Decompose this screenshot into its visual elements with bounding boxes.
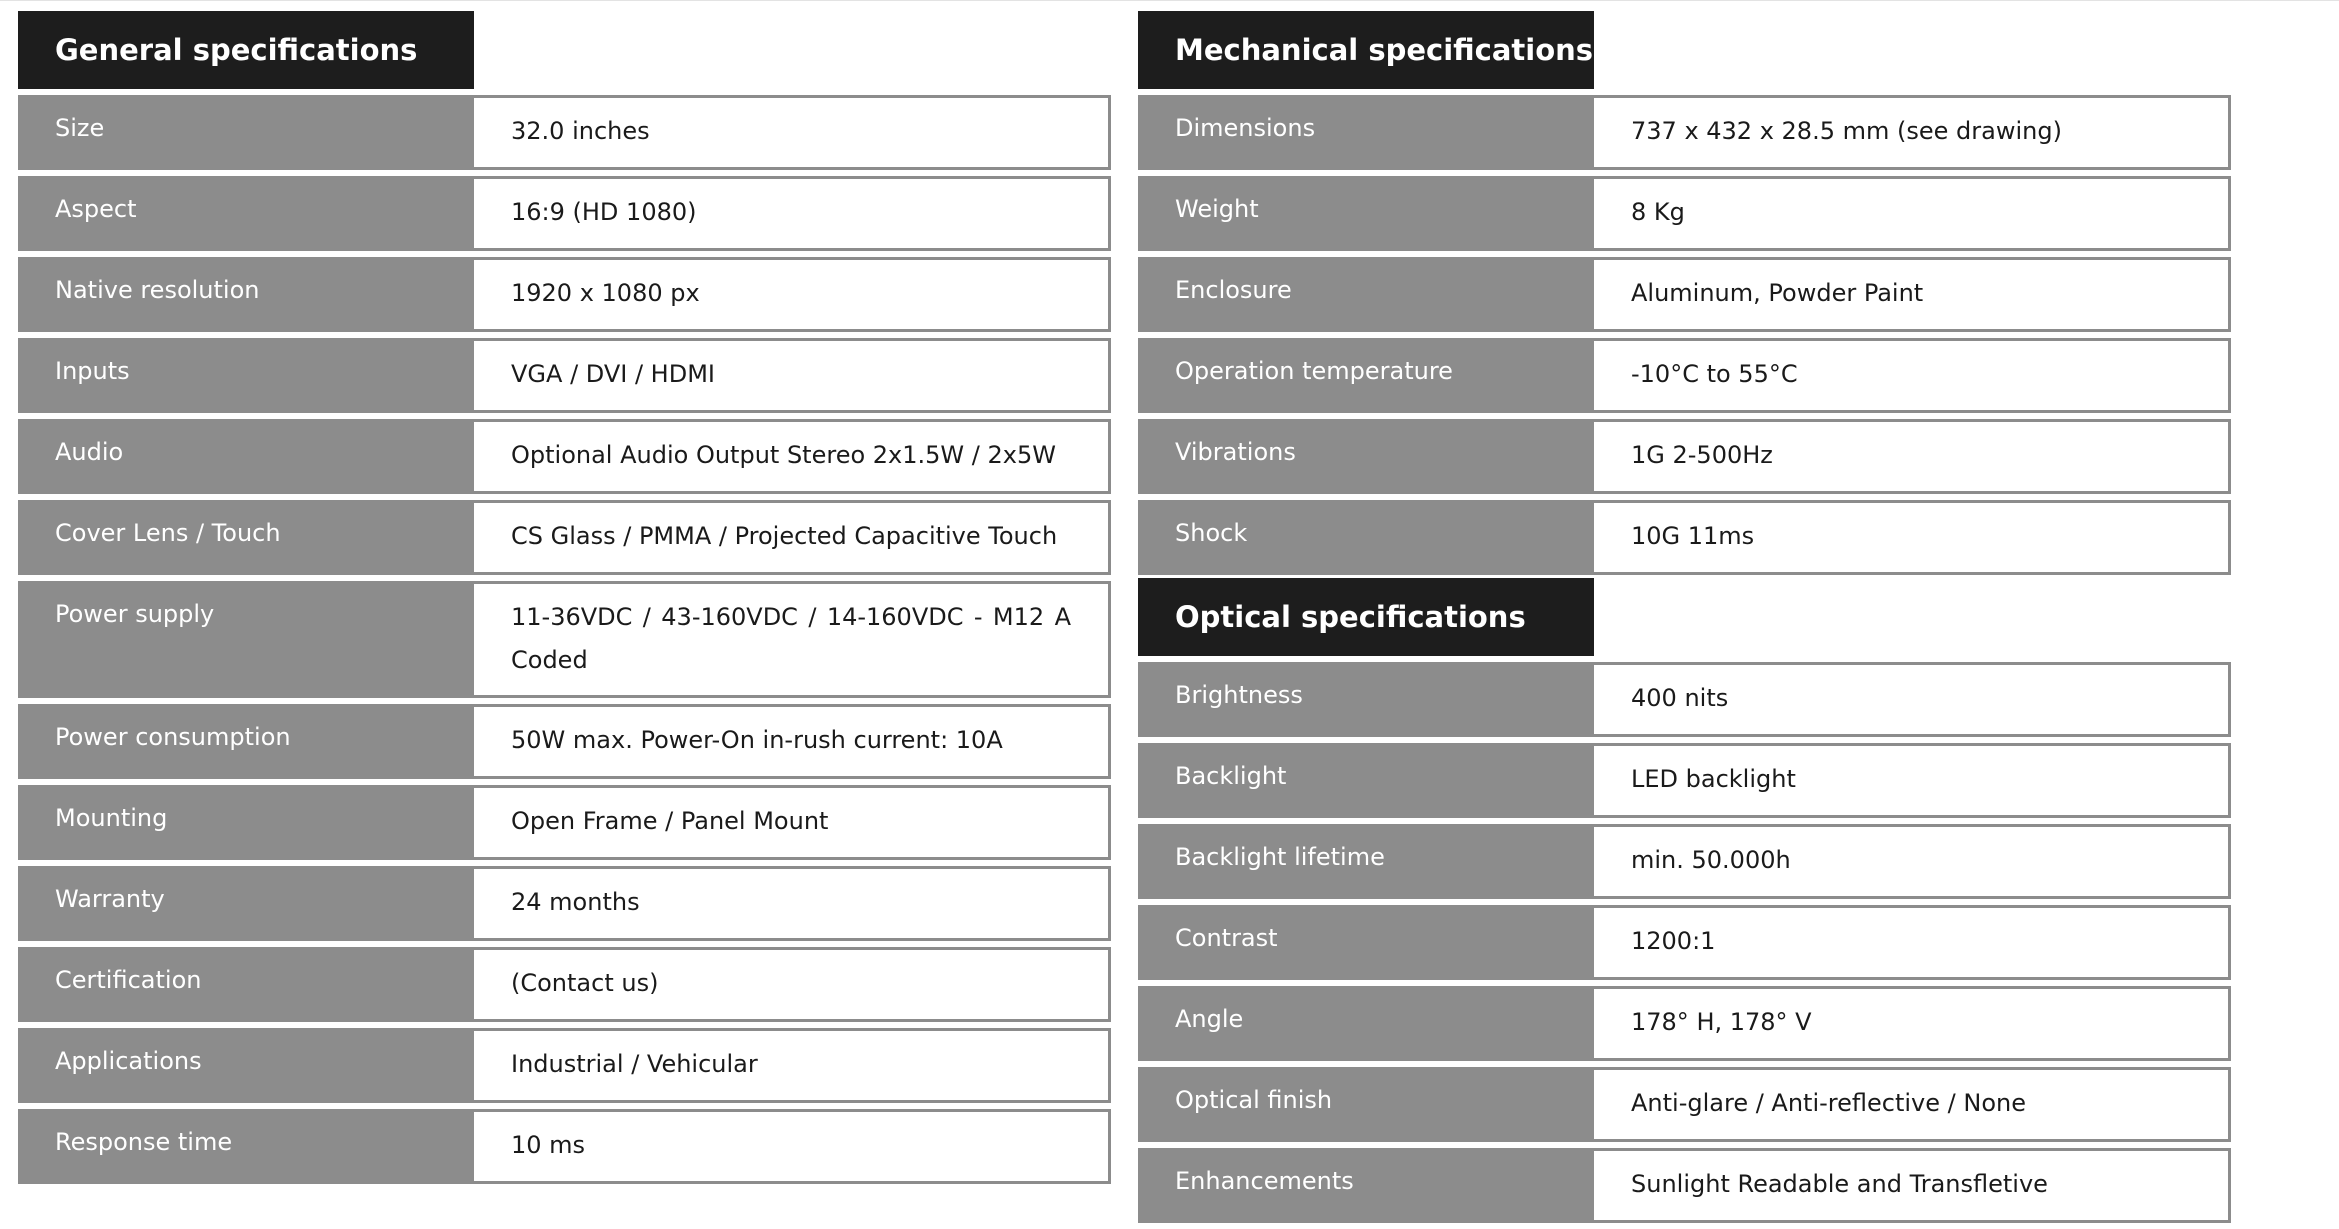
- spec-row-applications: [18, 1028, 1111, 1103]
- spec-key: Operation temperature: [1138, 338, 1594, 413]
- spec-row-backlight-lifetime: [1138, 824, 2231, 899]
- spec-row-power-consumption: [18, 704, 1111, 779]
- spec-value: Aluminum, Powder Paint: [1594, 257, 2231, 332]
- spec-value: 11-36VDC / 43-160VDC / 14-160VDC - M12 A Coded: [474, 581, 1111, 698]
- mechanical-specifications-table: [1138, 5, 2231, 581]
- spec-row-audio: [18, 419, 1111, 494]
- spec-key: Backlight lifetime: [1138, 824, 1594, 899]
- spec-value: 1920 x 1080 px: [474, 257, 1111, 332]
- spec-value: Open Frame / Panel Mount: [474, 785, 1111, 860]
- general-specifications-table: [18, 5, 1111, 1190]
- spec-key: Enhancements: [1138, 1148, 1594, 1223]
- spec-row-response-time: [18, 1109, 1111, 1184]
- spec-row-backlight: [1138, 743, 2231, 818]
- spec-row-contrast: [1138, 905, 2231, 980]
- spec-key: Warranty: [18, 866, 474, 941]
- spec-value: min. 50.000h: [1594, 824, 2231, 899]
- spec-key: Angle: [1138, 986, 1594, 1061]
- spec-value: 400 nits: [1594, 662, 2231, 737]
- spec-row-operation-temperature: [1138, 338, 2231, 413]
- spec-row-enhancements: [1138, 1148, 2231, 1223]
- spec-row-optical-finish: [1138, 1067, 2231, 1142]
- general-specifications-header-row: [18, 11, 1111, 89]
- spec-key: Power consumption: [18, 704, 474, 779]
- spec-row-size: [18, 95, 1111, 170]
- spec-key: Aspect: [18, 176, 474, 251]
- spec-key: Native resolution: [18, 257, 474, 332]
- spec-value: (Contact us): [474, 947, 1111, 1022]
- optical-specifications-title: Optical specifications: [1138, 578, 1594, 656]
- spec-row-shock: [1138, 500, 2231, 575]
- spec-key: Dimensions: [1138, 95, 1594, 170]
- spec-key: Cover Lens / Touch: [18, 500, 474, 575]
- spec-key: Size: [18, 95, 474, 170]
- spec-row-warranty: [18, 866, 1111, 941]
- spec-value: 16:9 (HD 1080): [474, 176, 1111, 251]
- mechanical-specifications-title: Mechanical specifications: [1138, 11, 1594, 89]
- general-specifications-title: General specifications: [18, 11, 474, 89]
- spec-key: Weight: [1138, 176, 1594, 251]
- spec-value: Optional Audio Output Stereo 2x1.5W / 2x5W: [474, 419, 1111, 494]
- spec-key: Power supply: [18, 581, 474, 698]
- spec-row-inputs: [18, 338, 1111, 413]
- spec-row-power-supply: [18, 581, 1111, 698]
- spec-row-cover-lens-touch: [18, 500, 1111, 575]
- spec-row-native-resolution: [18, 257, 1111, 332]
- spec-value: 1200:1: [1594, 905, 2231, 980]
- spec-value: 178° H, 178° V: [1594, 986, 2231, 1061]
- spec-row-dimensions: [1138, 95, 2231, 170]
- spec-value: 737 x 432 x 28.5 mm (see drawing): [1594, 95, 2231, 170]
- spec-value: 1G 2-500Hz: [1594, 419, 2231, 494]
- spec-key: Response time: [18, 1109, 474, 1184]
- spec-value: -10°C to 55°C: [1594, 338, 2231, 413]
- spec-row-certification: [18, 947, 1111, 1022]
- spec-row-weight: [1138, 176, 2231, 251]
- spec-row-aspect: [18, 176, 1111, 251]
- spec-key: Certification: [18, 947, 474, 1022]
- spec-value: 10G 11ms: [1594, 500, 2231, 575]
- spec-key: Shock: [1138, 500, 1594, 575]
- spec-value: 50W max. Power-On in-rush current: 10A: [474, 704, 1111, 779]
- spec-key: Vibrations: [1138, 419, 1594, 494]
- top-divider: [0, 0, 2339, 1]
- spec-value: Anti-glare / Anti-reflective / None: [1594, 1067, 2231, 1142]
- spec-value: VGA / DVI / HDMI: [474, 338, 1111, 413]
- mechanical-specifications-header-row: [1138, 11, 2231, 89]
- spec-row-brightness: [1138, 662, 2231, 737]
- spec-value: LED backlight: [1594, 743, 2231, 818]
- spec-value: 32.0 inches: [474, 95, 1111, 170]
- spec-value: Sunlight Readable and Transfletive: [1594, 1148, 2231, 1223]
- spec-key: Enclosure: [1138, 257, 1594, 332]
- spec-value: Industrial / Vehicular: [474, 1028, 1111, 1103]
- spec-key: Mounting: [18, 785, 474, 860]
- spec-row-mounting: [18, 785, 1111, 860]
- spec-key: Optical finish: [1138, 1067, 1594, 1142]
- spec-key: Contrast: [1138, 905, 1594, 980]
- spec-row-enclosure: [1138, 257, 2231, 332]
- spec-value: CS Glass / PMMA / Projected Capacitive Touch: [474, 500, 1111, 575]
- spec-key: Applications: [18, 1028, 474, 1103]
- spec-key: Brightness: [1138, 662, 1594, 737]
- spec-row-vibrations: [1138, 419, 2231, 494]
- spec-key: Inputs: [18, 338, 474, 413]
- spec-value: 24 months: [474, 866, 1111, 941]
- spec-value: 8 Kg: [1594, 176, 2231, 251]
- optical-specifications-table: [1138, 572, 2231, 1229]
- optical-specifications-header-row: [1138, 578, 2231, 656]
- spec-key: Backlight: [1138, 743, 1594, 818]
- spec-key: Audio: [18, 419, 474, 494]
- spec-value: 10 ms: [474, 1109, 1111, 1184]
- spec-row-angle: [1138, 986, 2231, 1061]
